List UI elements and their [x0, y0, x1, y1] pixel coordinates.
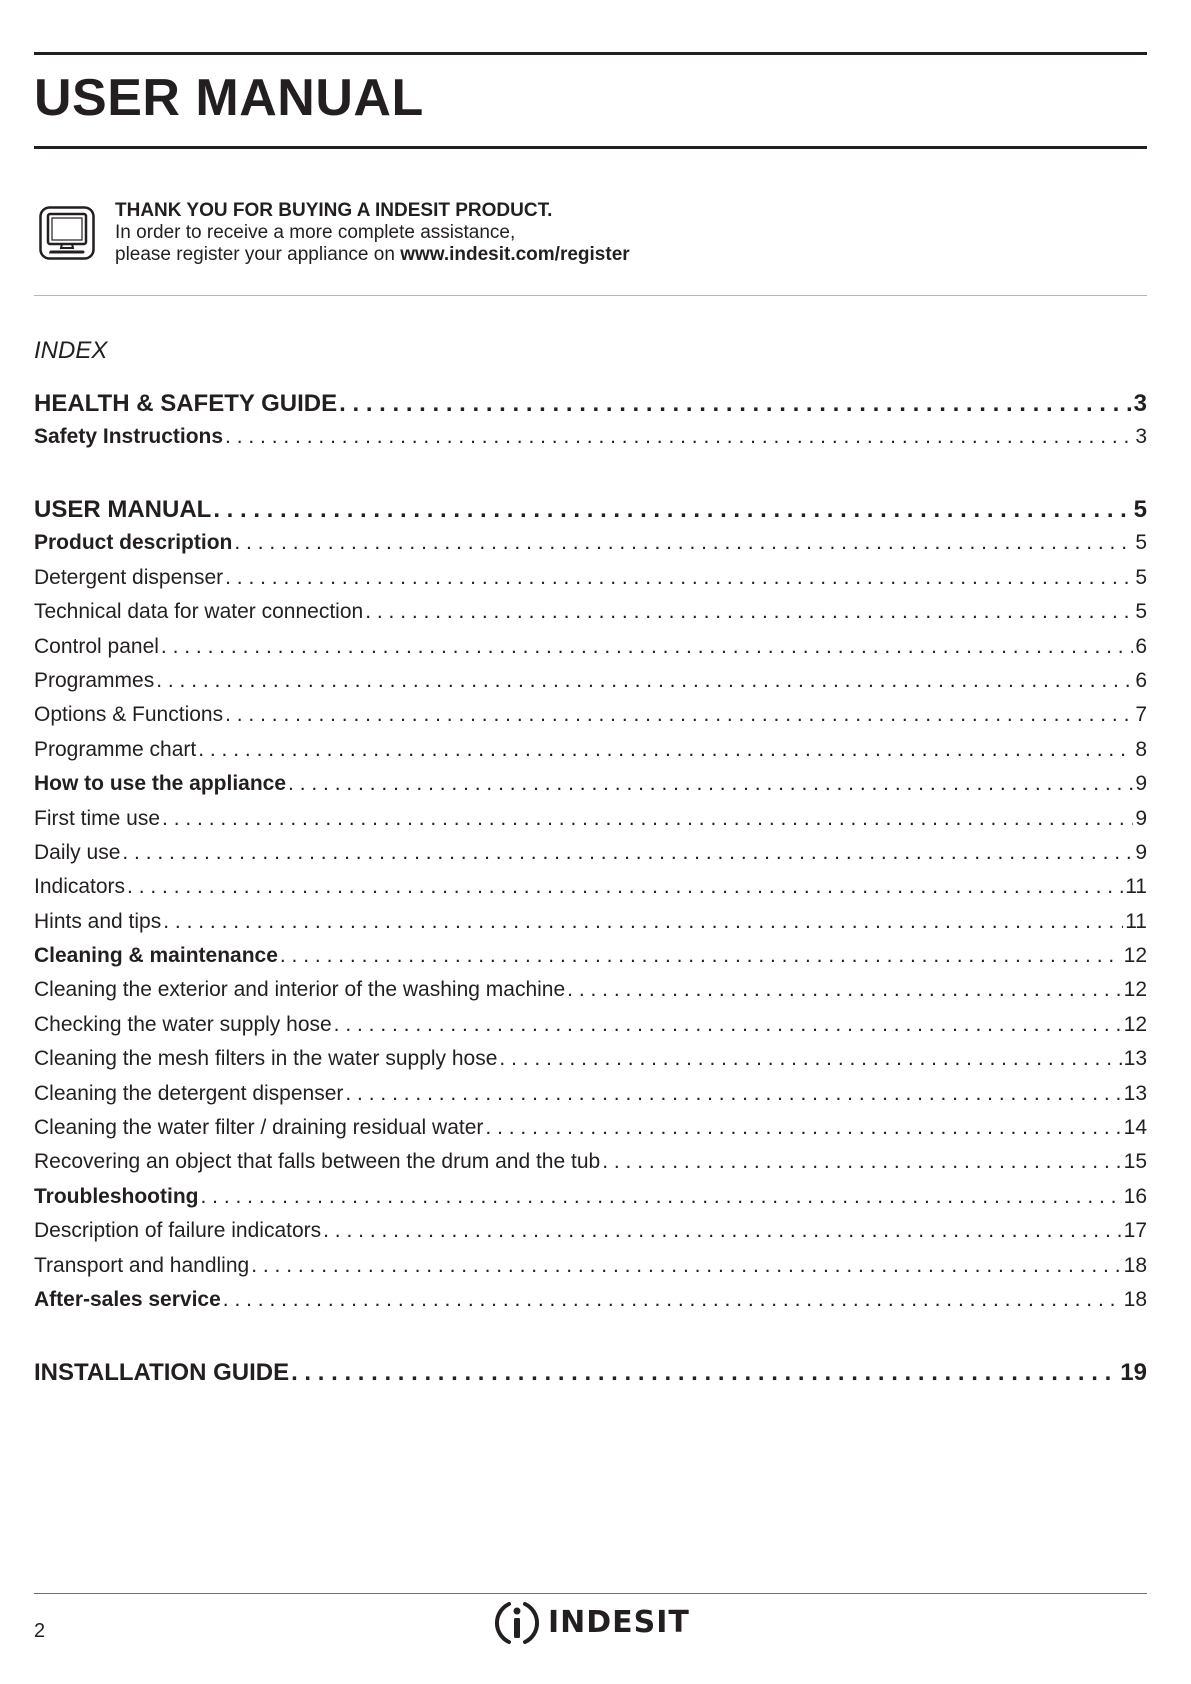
toc-entry-label: How to use the appliance — [34, 772, 287, 796]
toc-entry-label: First time use — [34, 806, 161, 830]
registration-notice — [34, 200, 1147, 270]
toc-leader-dots — [120, 841, 1133, 865]
toc-entry-page: 12 — [1123, 1012, 1147, 1036]
toc-entry-label: Programme chart — [34, 737, 197, 761]
toc-entry-page: 12 — [1123, 978, 1147, 1002]
toc-leader-dots — [154, 669, 1133, 693]
toc-entry-label: Recovering an object that falls between the drum and the tub — [34, 1150, 601, 1174]
toc-entry[interactable] — [34, 841, 1147, 875]
toc-entry-page: 6 — [1135, 668, 1147, 692]
toc-section-heading[interactable] — [34, 390, 1147, 425]
toc-entry[interactable] — [34, 1254, 1147, 1288]
thanks-heading: THANK YOU FOR BUYING A INDESIT PRODUCT. — [115, 200, 553, 221]
section-divider — [34, 295, 1147, 296]
toc-entry[interactable] — [34, 1185, 1147, 1219]
brand-logo — [492, 1597, 690, 1649]
toc-entry-label: Troubleshooting — [34, 1184, 199, 1208]
toc-leader-dots — [223, 703, 1133, 727]
toc-entry-label: Hints and tips — [34, 909, 162, 933]
toc-entry[interactable] — [34, 1219, 1147, 1253]
toc-entry-label: Transport and handling — [34, 1253, 250, 1277]
toc-leader-dots — [221, 1288, 1122, 1312]
toc-leader-dots — [232, 531, 1133, 555]
toc-entry[interactable] — [34, 772, 1147, 806]
toc-leader-dots — [565, 978, 1121, 1002]
toc-entry-page: 13 — [1123, 1081, 1147, 1105]
toc-entry-label: Safety Instructions — [34, 425, 224, 448]
toc-section-page: 19 — [1120, 1359, 1147, 1387]
toc-section-heading[interactable] — [34, 1359, 1147, 1394]
page-number: 2 — [34, 1620, 46, 1642]
toc-leader-dots — [289, 1359, 1118, 1387]
toc-section-title: USER MANUAL — [34, 496, 212, 524]
top-rule — [34, 52, 1147, 55]
toc-entry-page: 11 — [1125, 909, 1147, 933]
toc-entry-label: After-sales service — [34, 1287, 221, 1311]
indesit-logo-icon — [492, 1598, 542, 1648]
register-link[interactable]: www.indesit.com/register — [400, 244, 630, 265]
registration-text — [115, 200, 630, 266]
toc-leader-dots — [278, 944, 1122, 968]
toc-leader-dots — [343, 1082, 1121, 1106]
toc-leader-dots — [600, 1150, 1121, 1174]
toc-section-page: 3 — [1133, 390, 1147, 417]
toc-entry[interactable] — [34, 978, 1147, 1012]
toc-leader-dots — [211, 496, 1131, 524]
toc-entry-page: 7 — [1135, 703, 1147, 727]
toc-entry-label: Options & Functions — [34, 703, 224, 727]
toc-leader-dots — [321, 1219, 1122, 1243]
toc-entry[interactable] — [34, 1047, 1147, 1081]
toc-entry[interactable] — [34, 669, 1147, 703]
toc-entry[interactable] — [34, 910, 1147, 944]
toc-spacer — [34, 1322, 1147, 1359]
toc-entry-label: Technical data for water connection — [34, 600, 364, 624]
toc-entry-label: Cleaning the detergent dispenser — [34, 1081, 344, 1105]
toc-entry[interactable] — [34, 875, 1147, 909]
toc-entry-page: 13 — [1123, 1047, 1147, 1071]
table-of-contents — [34, 390, 1147, 1394]
toc-entry-page: 6 — [1135, 634, 1147, 658]
toc-entry-label: Cleaning the exterior and interior of the washing machine — [34, 978, 566, 1002]
toc-entry[interactable] — [34, 1116, 1147, 1150]
monitor-icon — [39, 206, 95, 260]
toc-entry-page: 5 — [1135, 600, 1147, 624]
toc-entry-page: 9 — [1135, 772, 1147, 796]
toc-section-page: 5 — [1133, 496, 1147, 524]
toc-section-title: INSTALLATION GUIDE — [34, 1359, 290, 1387]
toc-entry[interactable] — [34, 425, 1147, 459]
toc-entry[interactable] — [34, 738, 1147, 772]
toc-entry-page: 18 — [1123, 1253, 1147, 1277]
toc-leader-dots — [223, 566, 1133, 590]
toc-section-title: HEALTH & SAFETY GUIDE — [34, 390, 338, 417]
toc-entry-page: 5 — [1135, 531, 1147, 555]
toc-leader-dots — [196, 738, 1133, 762]
toc-entry-label: Cleaning the mesh filters in the water supply hose — [34, 1047, 498, 1071]
toc-entry-page: 18 — [1123, 1287, 1147, 1311]
register-prefix: please register your appliance on — [115, 244, 401, 265]
toc-entry[interactable] — [34, 944, 1147, 978]
toc-entry-label: Description of failure indicators — [34, 1219, 322, 1243]
toc-leader-dots — [286, 772, 1133, 796]
page-title: USER MANUAL — [34, 69, 424, 127]
toc-entry-label: Indicators — [34, 875, 126, 899]
toc-entry-label: Programmes — [34, 668, 155, 692]
toc-leader-dots — [249, 1254, 1121, 1278]
brand-name: INDESIT — [548, 1605, 690, 1640]
toc-leader-dots — [161, 910, 1123, 934]
toc-entry-page: 15 — [1123, 1150, 1147, 1174]
toc-entry[interactable] — [34, 1082, 1147, 1116]
toc-entry[interactable] — [34, 635, 1147, 669]
toc-leader-dots — [497, 1047, 1121, 1071]
toc-entry[interactable] — [34, 1150, 1147, 1184]
footer-rule — [34, 1593, 1147, 1594]
toc-entry-page: 8 — [1135, 737, 1147, 761]
toc-entry-page: 12 — [1123, 944, 1147, 968]
thanks-line: In order to receive a more complete assistance, — [115, 222, 516, 243]
toc-leader-dots — [337, 390, 1132, 418]
toc-entry-page: 14 — [1123, 1116, 1147, 1140]
toc-entry[interactable] — [34, 1013, 1147, 1047]
index-label: INDEX — [34, 337, 108, 364]
toc-leader-dots — [125, 875, 1123, 899]
manual-page — [34, 0, 1147, 1684]
toc-entry-page: 11 — [1125, 875, 1147, 899]
toc-leader-dots — [223, 425, 1133, 449]
toc-entry[interactable] — [34, 807, 1147, 841]
toc-entry-page: 16 — [1123, 1184, 1147, 1208]
toc-leader-dots — [332, 1013, 1122, 1037]
toc-entry-page: 5 — [1135, 565, 1147, 589]
toc-leader-dots — [159, 635, 1133, 659]
toc-section-heading[interactable] — [34, 496, 1147, 531]
toc-leader-dots — [483, 1116, 1121, 1140]
toc-entry[interactable] — [34, 566, 1147, 600]
register-line — [115, 244, 630, 266]
toc-entry-label: Cleaning the water filter / draining residual water — [34, 1116, 484, 1140]
toc-entry-page: 9 — [1135, 806, 1147, 830]
toc-entry-label: Product description — [34, 531, 233, 555]
toc-entry[interactable] — [34, 600, 1147, 634]
toc-entry-label: Detergent dispenser — [34, 565, 224, 589]
toc-leader-dots — [198, 1185, 1121, 1209]
toc-entry-page: 3 — [1135, 425, 1147, 448]
toc-entry-page: 9 — [1135, 840, 1147, 864]
title-rule — [34, 146, 1147, 149]
toc-entry[interactable] — [34, 531, 1147, 565]
toc-spacer — [34, 459, 1147, 496]
toc-entry[interactable] — [34, 1288, 1147, 1322]
toc-entry-page: 17 — [1123, 1219, 1147, 1243]
toc-leader-dots — [363, 600, 1133, 624]
toc-entry-label: Daily use — [34, 840, 121, 864]
toc-entry-label: Control panel — [34, 634, 159, 658]
toc-leader-dots — [160, 807, 1133, 831]
toc-entry-label: Cleaning & maintenance — [34, 944, 278, 968]
toc-entry[interactable] — [34, 703, 1147, 737]
toc-entry-label: Checking the water supply hose — [34, 1012, 332, 1036]
